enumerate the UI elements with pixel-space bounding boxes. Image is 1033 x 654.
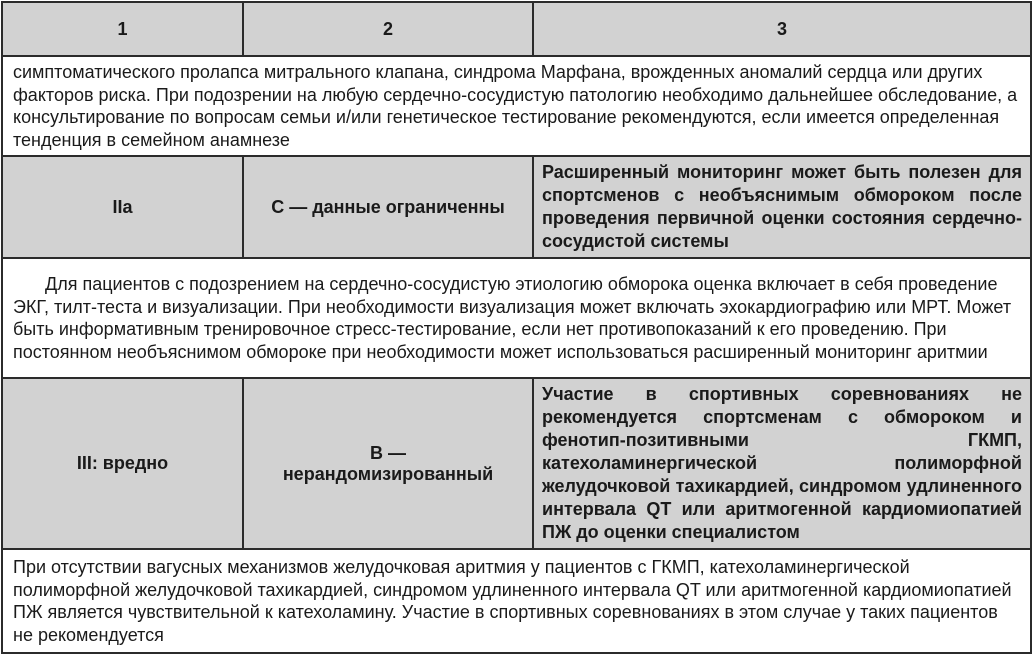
note-row	[2, 56, 1031, 156]
header-row	[2, 2, 1031, 56]
note-row	[2, 258, 1031, 378]
class-cell: III: вредно	[2, 378, 243, 549]
header-col-1: 1	[2, 2, 243, 56]
recommendation-row	[2, 378, 1031, 549]
recommendations-table	[1, 1, 1032, 654]
level-cell: В — нерандомизированный	[243, 378, 533, 549]
note-row	[2, 549, 1031, 653]
recommendation-cell: Расширенный мониторинг может быть полезен для спортсменов с необъяснимым обмороком после проведения первичной оценки состояния сердечно-сосудистой системы	[533, 156, 1031, 258]
recommendation-row	[2, 156, 1031, 258]
class-cell: IIa	[2, 156, 243, 258]
header-col-3: 3	[533, 2, 1031, 56]
note-text: При отсутствии вагусных механизмов желудочковая аритмия у пациентов с ГКМП, катехоламинергической полиморфной желудочковой тахикардией, синдромом удлиненного интервала QT или аритмогенной кардиомиопатией ПЖ является чувствительной к катехоламину. Участие в спортивных соревнованиях в этом случае у таких пациентов не рекомендуется	[2, 549, 1031, 653]
note-text: симптоматического пролапса митрального клапана, синдрома Марфана, врожденных аномалий сердца или других факторов риска. При подозрении на любую сердечно-сосудистую патологию необходимо дальнейшее обследование, а консультирование по вопросам семьи и/или генетическое тестирование рекомендуются, если имеется определенная тенденция в семейном анамнезе	[2, 56, 1031, 156]
level-cell: С — данные ограниченны	[243, 156, 533, 258]
note-text: Для пациентов с подозрением на сердечно-сосудистую этиологию обморока оценка включает в себя проведение ЭКГ, тилт-теста и визуализации. При необходимости визуализация может включать эхокардиографию или МРТ. Может быть информативным тренировочное стресс-тестирование, если нет противопоказаний к его проведению. При постоянном необъяснимом обмороке при необходимости может использоваться расширенный мониторинг аритмии	[2, 258, 1031, 378]
header-col-2: 2	[243, 2, 533, 56]
recommendation-cell: Участие в спортивных соревнованиях не рекомендуется спортсменам с обмороком и фенотип-позитивными ГКМП, катехоламинергической полиморфной желудочковой тахикардией, синдромом удлиненного интервала QT или аритмогенной кардиомиопатией ПЖ до оценки специалистом	[533, 378, 1031, 549]
